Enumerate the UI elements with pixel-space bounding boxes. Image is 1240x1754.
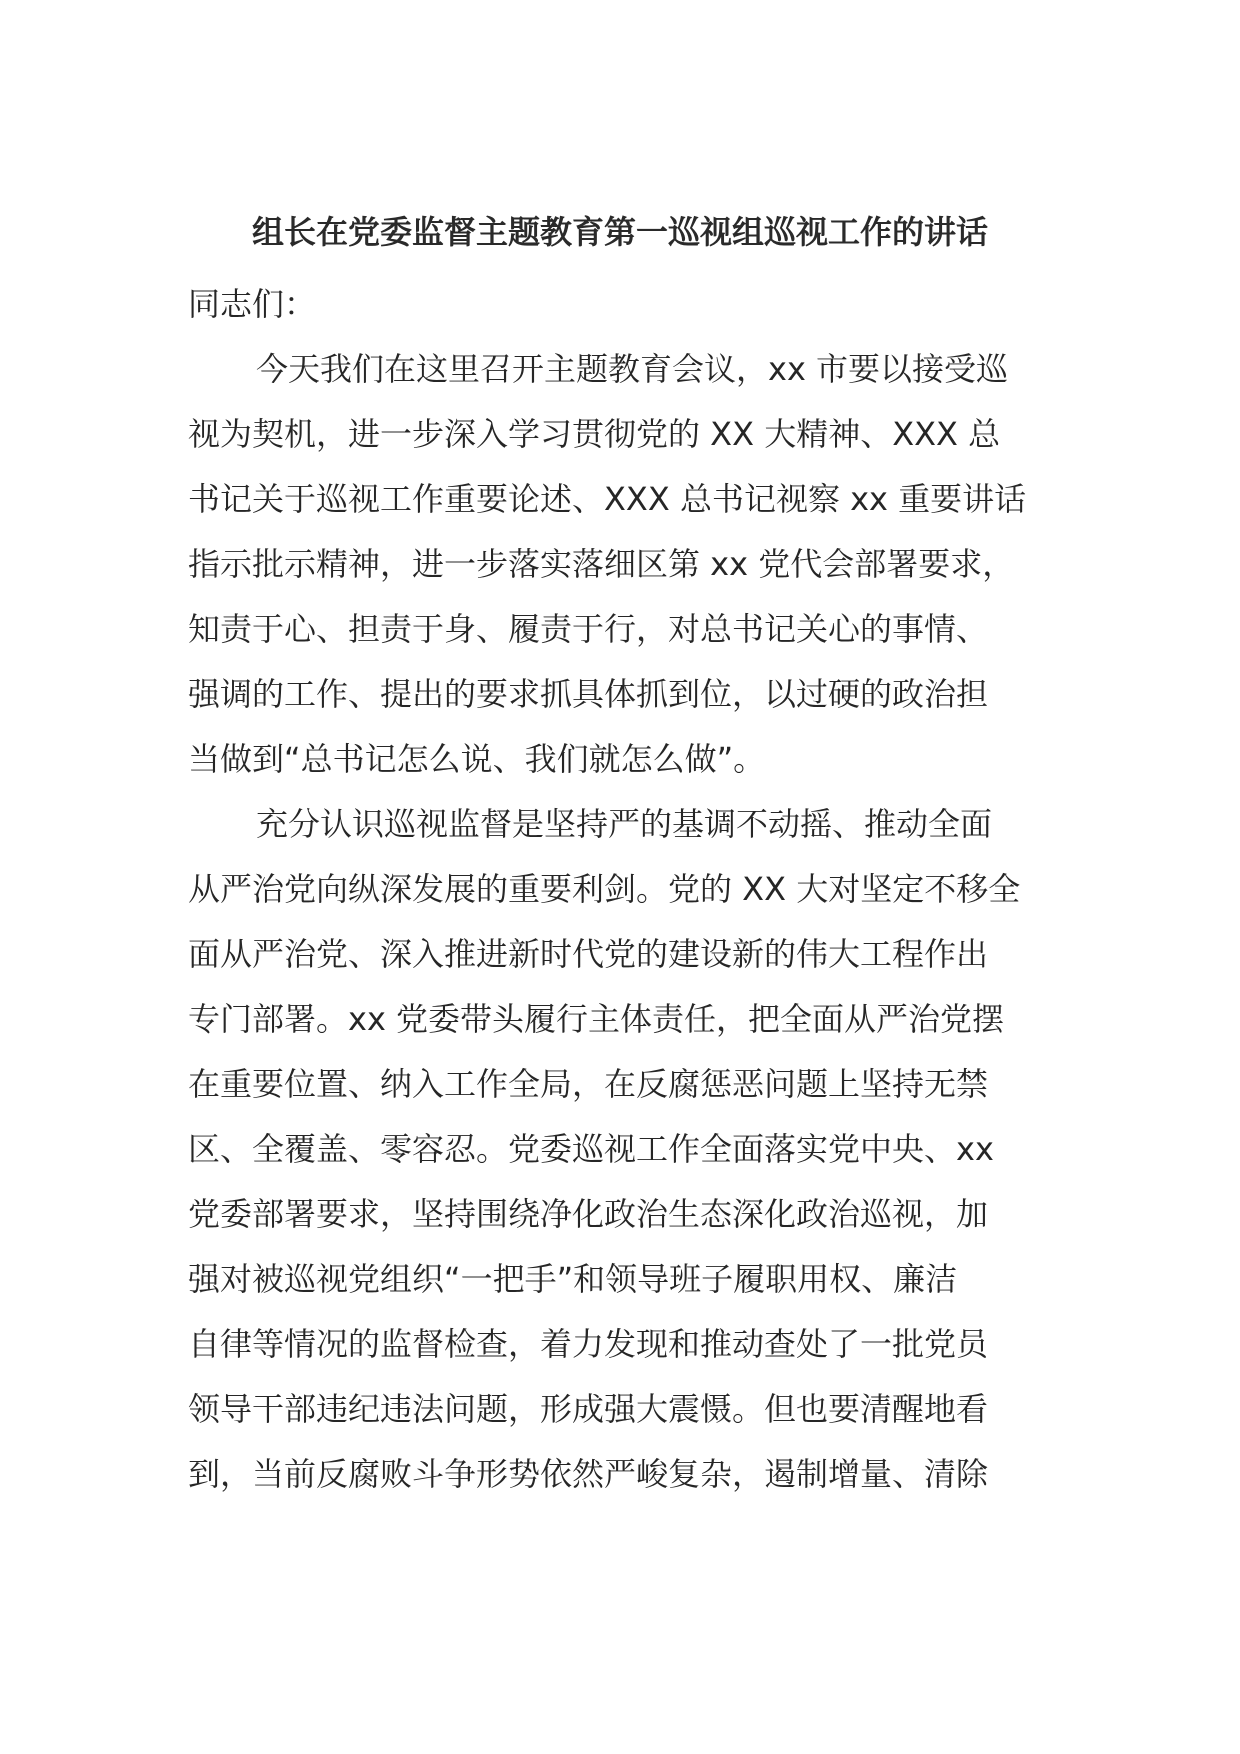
paragraph2-line: 区、全覆盖、零容忍。党委巡视工作全面落实党中央、xx [188, 1130, 994, 1168]
document-title: 组长在党委监督主题教育第一巡视组巡视工作的讲话 [251, 213, 988, 251]
paragraph1-line: 指示批示精神，进一步落实落细区第 xx 党代会部署要求， [188, 545, 1015, 583]
paragraph2-line: 到，当前反腐败斗争形势依然严峻复杂，遏制增量、清除 [188, 1455, 989, 1493]
paragraph2-line: 在重要位置、纳入工作全局，在反腐惩恶问题上坚持无禁 [188, 1065, 989, 1103]
paragraph1-line: 书记关于巡视工作重要论述、XXX 总书记视察 xx 重要讲话 [188, 480, 1027, 518]
paragraph2-line: 自律等情况的监督检查，着力发现和推动查处了一批党员 [188, 1325, 989, 1363]
paragraph1-line: 当做到“总书记怎么说、我们就怎么做”。 [188, 740, 766, 778]
paragraph2-line: 党委部署要求，坚持围绕净化政治生态深化政治巡视，加 [188, 1195, 989, 1233]
paragraph1-line: 知责于心、担责于身、履责于行，对总书记关心的事情、 [188, 610, 989, 648]
document-body [188, 272, 1068, 1507]
paragraph2-line: 从严治党向纵深发展的重要利剑。党的 XX 大对坚定不移全 [188, 870, 1021, 908]
paragraph2-line: 充分认识巡视监督是坚持严的基调不动摇、推动全面 [256, 805, 993, 843]
paragraph1-line: 强调的工作、提出的要求抓具体抓到位，以过硬的政治担 [188, 675, 989, 713]
salutation: 同志们： [188, 285, 317, 323]
paragraph1-line: 今天我们在这里召开主题教育会议，xx 市要以接受巡 [256, 350, 1009, 388]
paragraph1-line: 视为契机，进一步深入学习贯彻党的 XX 大精神、XXX 总 [188, 415, 1001, 453]
paragraph2-line: 面从严治党、深入推进新时代党的建设新的伟大工程作出 [188, 935, 989, 973]
paragraph2-line: 领导干部违纪违法问题，形成强大震慑。但也要清醒地看 [188, 1390, 989, 1428]
paragraph2-line: 强对被巡视党组织“一把手”和领导班子履职用权、廉洁 [188, 1260, 958, 1298]
paragraph2-line: 专门部署。xx 党委带头履行主体责任，把全面从严治党摆 [188, 1000, 1005, 1038]
